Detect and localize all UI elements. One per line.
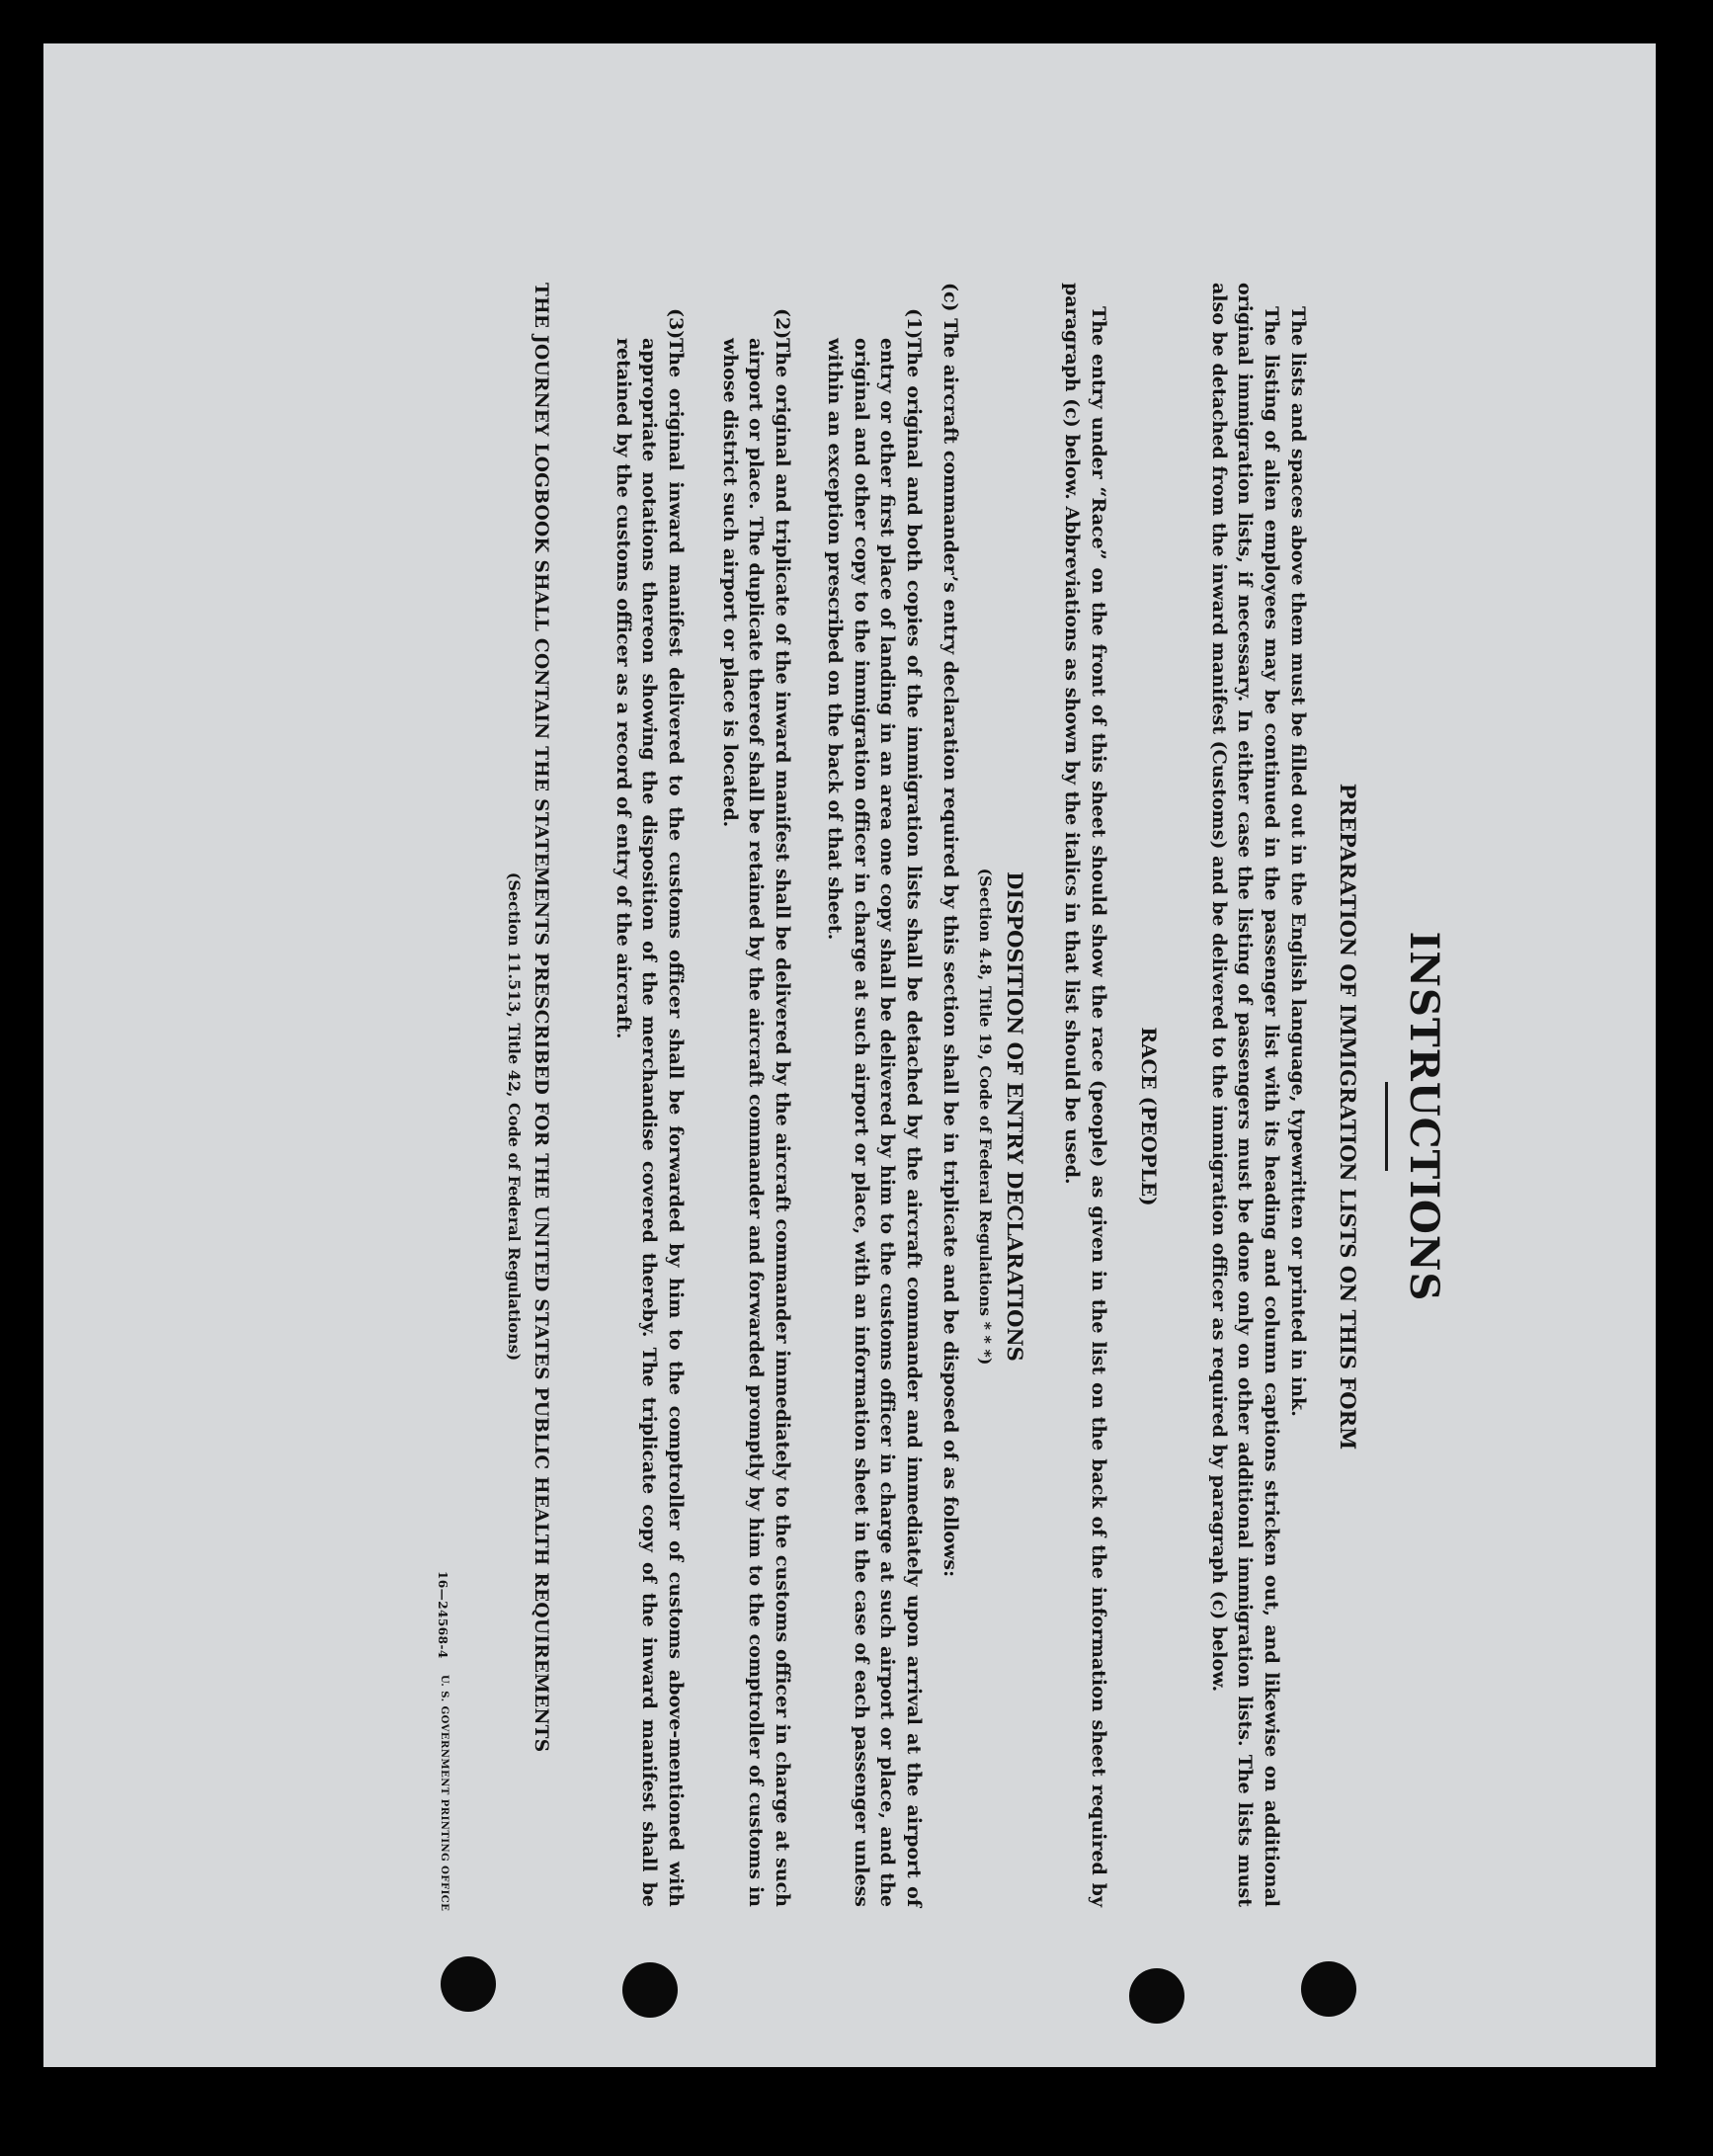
paragraph-race-entry: The entry under “Race” on the front of this sheet should show the race (people) as given in the list on the back of the information sheet required by paragraph (c) below. Abbreviations as shown by the italics in that list should be used. <box>1061 283 1109 1907</box>
document-title: INSTRUCTIONS <box>1401 931 1447 1302</box>
title-underline <box>1385 1082 1388 1171</box>
printer-credit: U. S. GOVERNMENT PRINTING OFFICE <box>439 1675 449 1912</box>
paragraph-alien-employees: The listing of alien employees may be continued in the passenger list with its heading and column captions stricken out, and likewise on additional original immigration lists, if necessary. In either case the listing of passengers must be done only on other additional immigration lists. The lists must also be detached from the inward manifest (Customs) and be delivered to the immigration officer as required by paragraph (c) below. <box>1208 283 1282 1907</box>
closing-statement: THE JOURNEY LOGBOOK SHALL CONTAIN THE STATEMENTS PRESCRIBED FOR THE UNITED STATES PUBLIC HEALTH REQUIREMENTS <box>530 283 551 1753</box>
list-item-text: The original and both copies of the immigration lists shall be detached by the aircraft commander and immediately upon arrival at the airport of entry or other first place of landing in an area one copy shall be delivered by him to the customs officer in charge at such airport or place, and the original and other copy to the immigration officer in charge at such airport or place, with an information sheet in the case of each passenger unless within an exception prescribed on the back of that sheet. <box>824 338 925 1907</box>
list-item-text: The original and triplicate of the inward manifest shall be delivered by the aircraft commander immediately to the customs officer in charge at such airport or place. The duplicate thereof shall be retained by the aircraft commander and forwarded promptly by him to the comptroller of customs in whose district such airport or place is located. <box>719 338 793 1907</box>
instructions-content <box>336 277 1447 1956</box>
citation-title-42: (Section 11.513, Title 42, Code of Federal Regulations) <box>505 871 524 1362</box>
list-item-number: (1) <box>903 308 925 340</box>
section-heading-preparation: PREPARATION OF IMMIGRATION LISTS ON THIS FORM <box>1336 783 1360 1451</box>
list-item-2 <box>717 308 796 1907</box>
list-item-text: The original inward manifest delivered to the customs officer shall be forwarded by him to the comptroller of customs above-mentioned with appropriate notations thereon showing the disposition of the merchandise covered thereby. The triplicate copy of the inward manifest shall be retained by the customs officer as a record of entry of the aircraft. <box>612 338 687 1907</box>
paragraph-fill-out: The lists and spaces above them must be filled out in the English language, typewritten or printed in ink. <box>1287 306 1309 1417</box>
paragraph-entry-declaration: (c) The aircraft commander’s entry declaration required by this section shall be in triplicate and be disposed of as follows: <box>939 283 961 1578</box>
list-item-number: (3) <box>665 308 687 340</box>
list-item-number: (2) <box>772 308 793 340</box>
section-heading-race: RACE (PEOPLE) <box>1137 1027 1161 1206</box>
citation-title-19: (Section 4.8, Title 19, Code of Federal Regulations * * *) <box>976 868 995 1366</box>
section-heading-disposition: DISPOSITION OF ENTRY DECLARATIONS <box>1003 871 1027 1362</box>
list-item-1 <box>822 308 927 1907</box>
form-number: 16—24568-4 <box>436 1571 449 1659</box>
list-item-3 <box>611 308 690 1907</box>
